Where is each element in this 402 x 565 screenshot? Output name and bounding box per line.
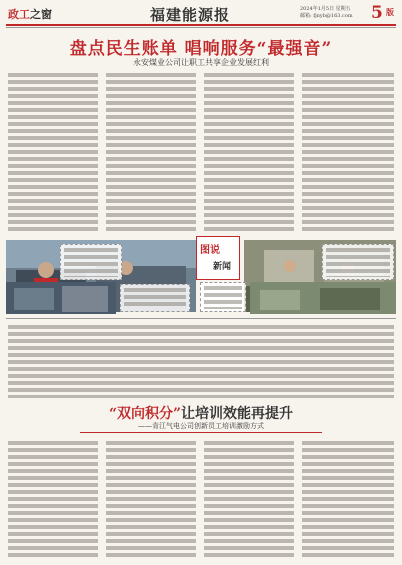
article1-body-column-1	[8, 72, 98, 234]
photo-caption-1-text	[64, 247, 118, 277]
article2-subhead: ——肯江气电公司创新员工培训激励方式	[138, 422, 264, 430]
photo-caption-2-text	[326, 247, 390, 277]
masthead	[0, 0, 402, 26]
article1-body-column-3	[204, 72, 294, 234]
article1-body-column-2	[106, 72, 196, 234]
photo-news-label-line1: 图说	[200, 245, 220, 256]
contact-email: 邮箱: fjnyb@163.com	[300, 13, 353, 19]
issue-date: 2024年1月5日 星期五	[300, 6, 351, 12]
article2-body-column-4	[302, 440, 394, 558]
article1-headline: 盘点民生账单 唱响服务“最强音”	[69, 39, 333, 59]
article1-subhead: 永安煤业公司让职工共享企业发展红利	[133, 58, 269, 67]
photo-bottom-right	[250, 282, 396, 314]
article2-headline-rest: 让培训效能再提升	[181, 406, 294, 422]
photo-caption-1	[60, 244, 122, 280]
photo-bottom-left	[6, 282, 116, 314]
photo-news-label	[196, 236, 240, 280]
masthead-rule-thin	[6, 27, 396, 28]
article2-body-column-1	[8, 440, 98, 558]
photo-caption-4	[200, 282, 246, 312]
photo-caption-2	[322, 244, 394, 280]
article2-body-column-2	[106, 440, 196, 558]
article1-body-column-4	[302, 72, 394, 234]
article2-headline	[0, 403, 402, 423]
photo-caption-3	[120, 284, 190, 312]
article2-underline	[80, 432, 322, 433]
section-divider	[6, 318, 396, 319]
section-suffix: 之窗	[30, 8, 52, 21]
photo-news-label-line2: 新闻	[213, 262, 232, 272]
article2-body-column-3	[204, 440, 294, 558]
page-label: 版	[386, 7, 394, 17]
photo-section-text	[8, 324, 394, 398]
photo-bottom-right-image	[250, 282, 396, 314]
section-name	[8, 6, 52, 22]
paper-name: 福建能源报	[150, 6, 231, 24]
photo-bottom-left-image	[6, 282, 116, 314]
photo-caption-4-text	[204, 285, 242, 309]
article2-headline-highlight: “双向积分”	[108, 406, 182, 422]
issue-date-block	[300, 6, 353, 20]
masthead-rule	[6, 24, 396, 26]
page-number: 5	[371, 3, 383, 23]
photo-caption-3-text	[124, 287, 186, 309]
section-prefix: 政工	[8, 8, 30, 21]
